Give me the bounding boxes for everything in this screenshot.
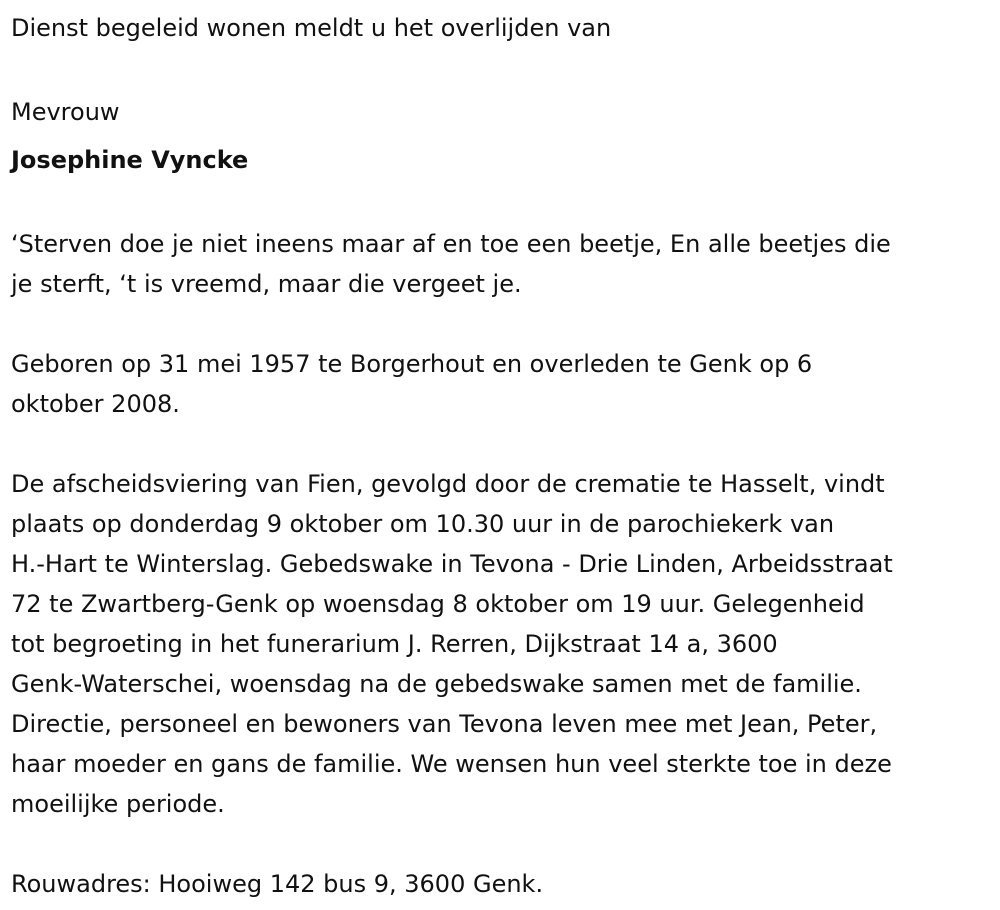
ceremony-line: H.-Hart te Winterslag. Gebedswake in Tevona - Drie Linden, Arbeidsstraat — [11, 550, 893, 578]
salutation: Mevrouw — [11, 98, 120, 126]
ceremony-line: haar moeder en gans de familie. We wensen hun veel sterkte toe in deze — [11, 750, 892, 778]
intro-text: Dienst begeleid wonen meldt u het overlijden van — [11, 14, 612, 42]
ceremony-line: plaats op donderdag 9 oktober om 10.30 uur in de parochiekerk van — [11, 510, 835, 538]
obituary-notice — [11, 8, 996, 904]
quote-line: ‘Sterven doe je niet ineens maar af en toe een beetje, En alle beetjes die — [11, 230, 891, 258]
quote-line: je sterft, ‘t is vreemd, maar die vergeet je. — [11, 270, 522, 298]
ceremony-line: Directie, personeel en bewoners van Tevona leven mee met Jean, Peter, — [11, 710, 878, 738]
ceremony-line: 72 te Zwartberg-Genk op woensdag 8 oktober om 19 uur. Gelegenheid — [11, 590, 865, 618]
spacer — [11, 48, 996, 88]
ceremony-paragraph — [11, 464, 996, 824]
quote-paragraph — [11, 224, 996, 304]
ceremony-line: tot begroeting in het funerarium J. Rerren, Dijkstraat 14 a, 3600 — [11, 630, 778, 658]
deceased-name: Josephine Vyncke — [11, 146, 249, 174]
spacer — [11, 824, 996, 864]
spacer — [11, 184, 996, 224]
spacer — [11, 304, 996, 344]
birth-death-paragraph — [11, 344, 996, 424]
birth-line: oktober 2008. — [11, 390, 180, 418]
ceremony-line: Genk-Waterschei, woensdag na de gebedswake samen met de familie. — [11, 670, 862, 698]
ceremony-line: moeilijke periode. — [11, 790, 225, 818]
ceremony-line: De afscheidsviering van Fien, gevolgd door de crematie te Hasselt, vindt — [11, 470, 885, 498]
spacer — [11, 424, 996, 464]
birth-line: Geboren op 31 mei 1957 te Borgerhout en overleden te Genk op 6 — [11, 350, 813, 378]
mourning-address: Rouwadres: Hooiweg 142 bus 9, 3600 Genk. — [11, 870, 544, 898]
